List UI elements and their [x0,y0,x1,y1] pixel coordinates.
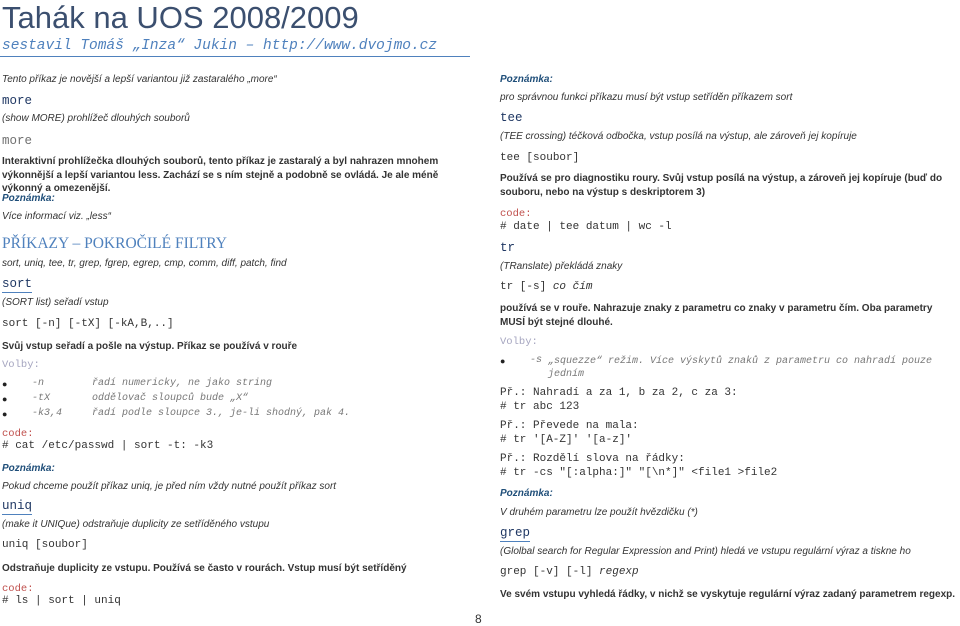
syntax-argument: [soubor] [526,152,580,164]
code-label: code: [2,428,34,440]
example-text: Př.: Rozdělí slova na řádky: [500,453,685,465]
note-text: Pokud chceme použít příkaz uniq, je před ním vždy nutné použít příkaz sort [2,481,337,492]
grep-usage: Ve svém vstupu vyhledá řádky, v nichž se vyskytuje regulární výraz zadaný parametrem regexp. [500,589,956,600]
example-code: # tr '[A-Z]' '[a-z]' [500,434,633,446]
option-description: „squezze“ režim. Více výskytů znaků z parametru co nahradí pouze jedním [548,356,933,380]
sort-syntax: sort [-n] [-tX] [-kA,B,..] [2,318,174,330]
syntax-command: tr [-s] [500,281,547,293]
note-label: Poznámka: [500,74,553,85]
option-flag: -s [530,355,543,366]
option-flag: -tX [32,393,51,404]
grep-heading: grep [500,526,531,540]
syntax-command: uniq [2,539,29,551]
note-label: Poznámka: [500,488,553,499]
page-title: Tahák na UOS 2008/2009 [2,0,359,35]
tr-usage: používá se v rouře. Nahrazuje znaky z parametru co znaky v parametru čím. Oba parametry MUSÍ být stejné dlouhé. [500,303,933,328]
syntax-argument: co čím [552,281,593,293]
note-text: pro správnou funkci příkazu musí být vstup setříděn příkazem sort [500,92,793,103]
sort-description: (SORT list) seřadí vstup [2,297,109,308]
more-heading: more [2,94,33,108]
tee-heading: tee [500,111,523,125]
tee-syntax [500,152,579,164]
intro-text: Tento příkaz je novější a lepší variantou již zastaralého „more“ [2,74,277,85]
more-description: (show MORE) prohlížeč dlouhých souborů [2,113,190,124]
syntax-argument: [soubor] [35,539,88,551]
options-label: Volby: [2,359,40,371]
section-heading: PŘÍKAZY – POKROČILÉ FILTRY [2,235,227,252]
section-command-list: sort, uniq, tee, tr, grep, fgrep, egrep, cmp, comm, diff, patch, find [2,258,287,269]
uniq-usage: Odstraňuje duplicity ze vstupu. Používá se často v rourách. Vstup musí být setříděný [2,563,407,574]
option-flag: -n [32,378,45,389]
code-label: code: [2,583,34,595]
example-text: Př.: Nahradí a za 1, b za 2, c za 3: [500,387,738,399]
example-code: # tr abc 123 [500,401,580,413]
page-number: 8 [475,612,482,626]
tr-syntax [500,281,592,293]
example-text: Př.: Převede na mala: [500,420,639,432]
grep-syntax [500,566,639,578]
sort-heading: sort [2,277,33,291]
options-label: Volby: [500,336,538,348]
bullet-icon: ● [500,356,506,366]
option-description: řadí numericky, ne jako string [92,378,273,389]
author-byline: sestavil Tomáš „Inza“ Jukin – http://www.dvojmo.cz [2,38,438,54]
bullet-icon: ● [2,379,8,389]
example-code: # tr -cs "[:alpha:]" "[\n*]" <file1 >file2 [500,467,778,479]
sort-option-item [2,408,462,423]
grep-description: (Glolbal search for Regular Expression and Print) hledá ve vstupu regulární výraz a tiskne ho [500,546,911,557]
more-syntax: more [2,134,33,148]
sort-usage: Svůj vstup seřadí a pošle na výstup. Příkaz se používá v rouře [2,341,298,352]
uniq-code-example: # ls | sort | uniq [2,595,121,607]
sort-option-item [2,393,462,408]
sort-code-example: # cat /etc/passwd | sort -t: -k3 [2,440,214,452]
more-usage: Interaktivní prohlížečka dlouhých souborů, tento příkaz je zastaralý a byl nahrazen mnohem výkonnější a lepší variantou less. Zachází se s ním stejně a podobně se ovládá. Je ale méně výkonný a omezenější. [2,156,439,194]
bullet-icon: ● [2,409,8,419]
note-label: Poznámka: [2,193,55,204]
note-text: Více informací viz. „less“ [2,211,111,222]
syntax-argument: regexp [599,566,639,578]
bullet-icon: ● [2,394,8,404]
sort-options-list [2,378,462,423]
syntax-command: tee [500,152,520,164]
tr-heading: tr [500,241,516,255]
tr-description: (TRanslate) překládá znaky [500,261,623,272]
option-description: oddělovač sloupců bude „X“ [92,393,249,404]
tee-usage: Používá se pro diagnostiku roury. Svůj vstup posílá na výstup, a zároveň jej kopíruje (buď do souboru, nebo na výstup s deskriptorem 3) [500,173,943,198]
tee-description: (TEE crossing) téčková odbočka, vstup posílá na výstup, ale zároveň jej kopíruje [500,131,857,142]
uniq-syntax [2,539,88,551]
option-flag: -k3,4 [32,408,63,419]
tee-code-example: # date | tee datum | wc -l [500,221,672,233]
title-underline [0,56,470,57]
sort-option-item [2,378,462,393]
note-label: Poznámka: [2,463,55,474]
code-label: code: [500,208,532,220]
syntax-command: grep [-v] [-l] [500,566,593,578]
uniq-description: (make it UNIQue) odstraňuje duplicity ze setříděného vstupu [2,519,270,530]
option-description: řadí podle sloupce 3., je-li shodný, pak 4. [92,408,351,419]
uniq-heading: uniq [2,499,33,513]
note-text: V druhém parametru lze použít hvězdičku (*) [500,507,698,518]
